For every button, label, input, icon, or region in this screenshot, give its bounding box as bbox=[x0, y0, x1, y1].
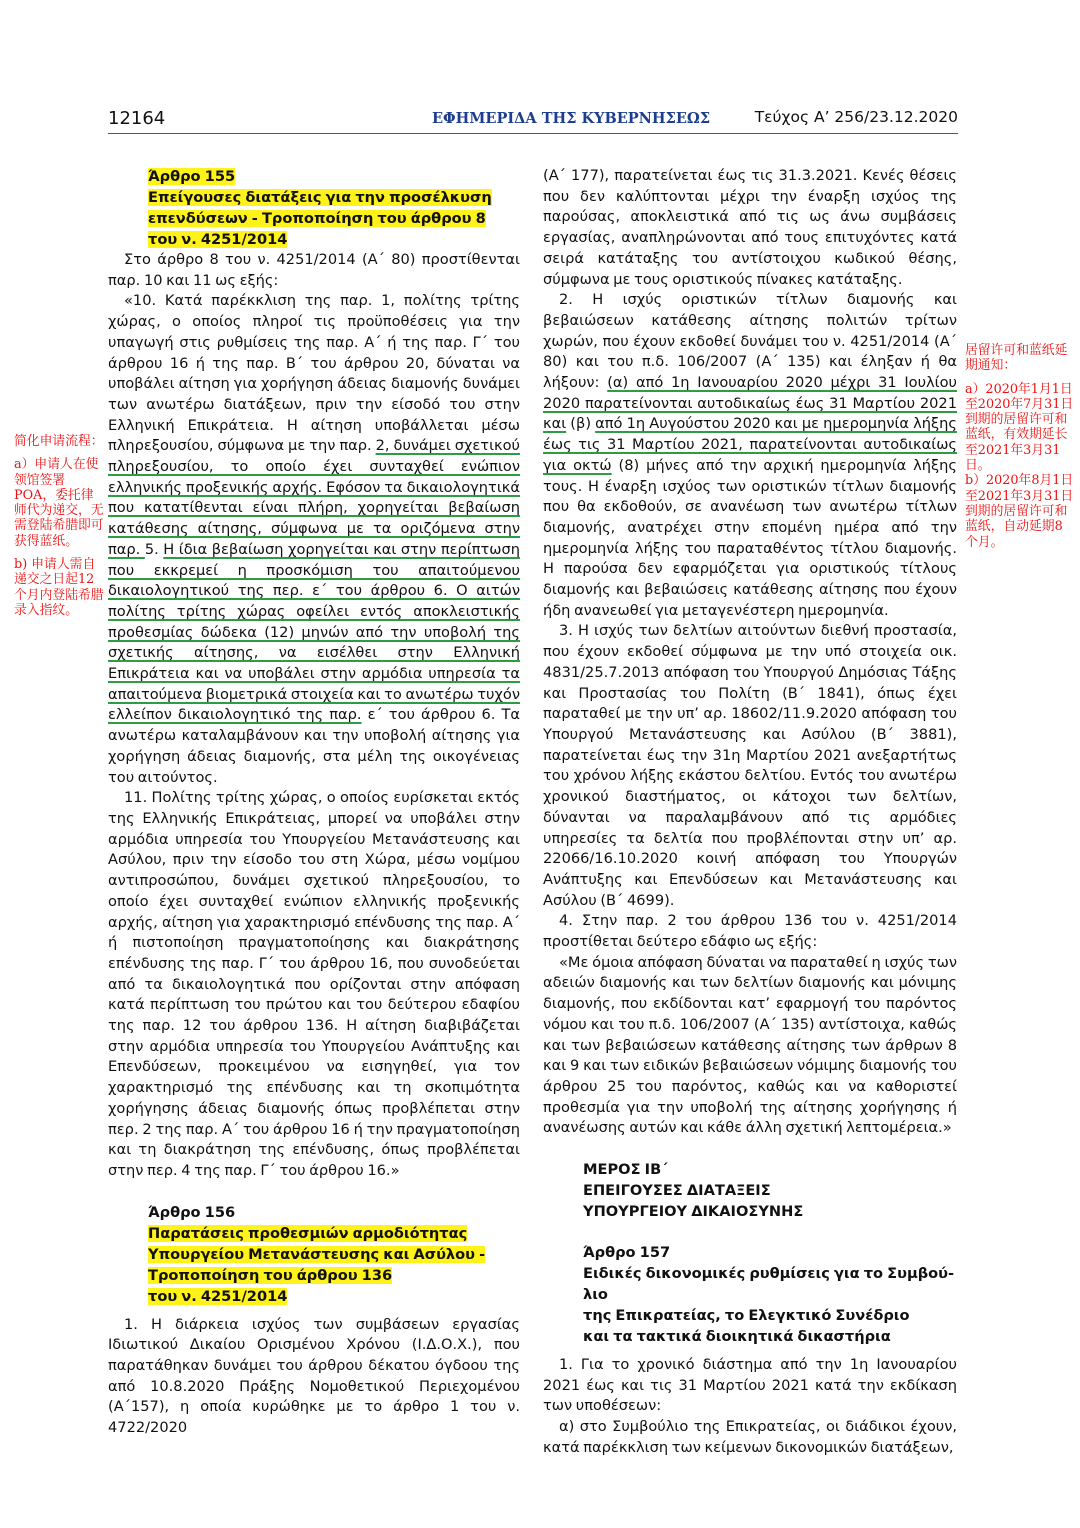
article-155-number: Άρθρο 155 bbox=[148, 168, 236, 185]
left-column bbox=[108, 166, 520, 1439]
left-annotation bbox=[14, 434, 106, 618]
article-155-intro: Στο άρθρο 8 του ν. 4251/2014 (Α΄ 80) προστίθενται παρ. 10 και 11 ως εξής: bbox=[108, 251, 520, 289]
paragraph-2-text: 2. Η ισχύς οριστικών τίτλων διαμονής και βεβαιώσεων κατάθεσης αίτησης πολιτών τρίτων χωρών, που έχουν εκδοθεί δυνάμει του ν. 4251/2014 (Α΄ 80) και του π.δ. 106/2007 (Α΄ 135) και έληξαν ή θα λήξουν: bbox=[543, 291, 957, 392]
article-157-item-a: α) στο Συμβούλιο της Επικρατείας, οι διάδικοι έχουν, κατά παρέκκλιση των κείμενων δικονομικών διατάξεων, bbox=[543, 1418, 957, 1456]
issue-number: Τεύχος A’ 256/23.12.2020 bbox=[754, 108, 958, 126]
paragraph-2-underlined: από 1η Αυγούστου 2020 και με ημερομηνία λήξης έως τις 31 Μαρτίου 2021, παρατείνονται αυτοδικαίως για οκτώ bbox=[543, 415, 958, 474]
paragraph-1-continued: (Α΄ 177), παρατείνεται έως τις 31.3.2021. Κενές θέσεις που δεν καλύπτονται μέχρι την έναρξη ισχύος της παρούσας, αποκλειστικά από τις ως άνω συμβάσεις εργασίας, αναπληρώνονται από τους επιτυχόντες κατά σειρά κατάταξης του αντίστοιχου κωδικού θέσης, σύμφωνα με τους οριστικούς πίνακες κατάταξης. bbox=[543, 167, 957, 288]
article-157-heading-line: Ειδικές δικονομικές ρυθμίσεις για το Συμβού- bbox=[583, 1265, 955, 1283]
quoted-amendment: «Με όμοια απόφαση δύναται να παραταθεί η ισχύς των αδειών διαμονής και των δελτίων διαμονής και μόνιμης διαμονής, που εκδίδονται κατ’ εφαρμογή του παρόντος νόμου και του π.δ. 106/2007 (Α΄ 135) αντίστοιχα, καθώς και των βεβαιώσεων κατάθεσης αίτησης των άρθρων 8 και 9 και των ειδικών βεβαιώσεων νόμιμης διαμονής του άρθρου 25 του παρόντος, καθώς και να καθοριστεί προθεσμία για την υποβολή της αίτησης χορήγησης ή ανανέωσης αυτών και κάθε άλλη σχετική λεπτομέρεια.» bbox=[543, 953, 957, 1137]
article-156-heading-line: Παρατάσεις προθεσμιών αρμοδιότητας bbox=[148, 1224, 468, 1242]
annotation-item: a）2020年1月1日至2020年7月31日到期的居留许可和蓝纸，有效期延长至2021年3月31日。 bbox=[965, 381, 1074, 474]
article-157-number: Άρθρο 157 bbox=[583, 1244, 671, 1262]
annotation-heading: 简化申请流程： bbox=[14, 434, 104, 449]
article-156-heading-line: Υπουργείου Μετανάστευσης και Ασύλου - bbox=[148, 1245, 486, 1263]
article-157-paragraph-1: 1. Για το χρονικό διάστημα από την 1η Ιανουαρίου 2021 έως και τις 31 Μαρτίου 2021 κατά την εκδίκαση των υποθέσεων: bbox=[543, 1356, 957, 1415]
article-156-heading-line: Τροποποίηση του άρθρου 136 bbox=[148, 1266, 393, 1284]
article-155-heading-line: Επείγουσες διατάξεις για την προσέλκυση bbox=[148, 189, 492, 206]
annotation-item: b）2020年8月1日至2021年3月31日到期的居留许可和蓝纸，自动延期8个月。 bbox=[965, 473, 1074, 550]
gazette-title: ΕΦΗΜΕΡΙΔΑ ΤΗΣ ΚΥΒΕΡΝΗΣΕΩΣ bbox=[432, 110, 711, 127]
annotation-heading: 居留许可和蓝纸延期通知： bbox=[965, 343, 1068, 374]
right-annotation bbox=[965, 343, 1075, 550]
article-156-paragraph-4: 4. Στην παρ. 2 του άρθρου 136 του ν. 4251/2014 προστίθεται δεύτερο εδάφιο ως εξής: bbox=[543, 912, 957, 951]
part-heading bbox=[583, 1159, 957, 1222]
page-number: 12164 bbox=[108, 108, 166, 129]
right-column bbox=[543, 166, 957, 1459]
article-157-heading-line: λιο bbox=[583, 1286, 608, 1304]
article-157-heading-line: και τα τακτικά διοικητικά δικαστήρια bbox=[583, 1328, 891, 1346]
paragraph-10-underlined: Η ίδια βεβαίωση χορηγείται και στην περίπτωση που εκκρεμεί η προσκόμιση του απαιτούμενου δικαιολογητικού της περ. ε΄ του άρθρου 6. Ο αιτών πολίτης τρίτης χώρας οφείλει εντός αποκλειστικής προθεσμίας δώδεκα (12) μηνών από την υποβολή της σχετικής αίτησης, να εισέλθει στην Ελληνική Επικράτεια και να υποβάλει στην αρμόδια υπηρεσία τα απαιτούμενα βιομετρικά στοιχεία και το ανωτέρω τυχόν ελλείπον δικαιολογητικό της παρ. bbox=[108, 540, 521, 724]
article-155-heading-line: επενδύσεων - Τροποποίηση του άρθρου 8 bbox=[148, 210, 486, 227]
paragraph-2-text: (β) bbox=[566, 415, 596, 433]
article-156-heading-line: του ν. 4251/2014 bbox=[148, 1287, 288, 1305]
paragraph-2-text: (8) μήνες από την αρχική ημερομηνία λήξης τους. Η έναρξη ισχύος των οριστικών τίτλων διαμονής που θα εκδοθούν, σε ανανέωση των ανωτέρω τίτλων διαμονής, ανατρέχει στην επομένη ημέρα από την ημερομηνία λήξης του παραταθέντος τίτλου διαμονής. Η παρούσα δεν εφαρμόζεται για οριστικούς τίτλους διαμονής και βεβαιώσεις κατάθεσης αίτησης που έχουν ήδη ανανεωθεί για μεταγενέστερη ημερομηνία. bbox=[543, 456, 957, 619]
annotation-item: b) 申请人需自递交之日起12个月内登陆希腊录入指纹。 bbox=[14, 557, 104, 618]
part-number: ΜΕΡΟΣ ΙΒ΄ bbox=[583, 1161, 668, 1179]
paragraph-10-text: «10. Κατά παρέκκλιση της παρ. 1, πολίτης τρίτης χώρας, ο οποίος πληροί τις προϋποθέσεις για την υπαγωγή στις ρυθμίσεις της παρ. Α΄ ή της παρ. Γ΄ του άρθρου 16 ή της παρ. Β΄ του άρθρου 20, δύναται να υποβάλει αίτηση για χορήγηση άδειας διαμονής δυνάμει των ανωτέρω διατάξεων, πριν την είσοδό του στην Ελληνική Επικράτεια. Η αίτηση υποβάλλεται μέσω πληρεξουσίου, σύμφωνα με την παρ. bbox=[108, 292, 520, 455]
annotation-item: a）申请人在使领馆签署POA，委托律师代为递交，无需登陆希腊即可获得蓝纸。 bbox=[14, 457, 104, 549]
article-156-paragraph-1: 1. Η διάρκεια ισχύος των συμβάσεων εργασίας Ιδιωτικού Δικαίου Ορισμένου Χρόνου (Ι.Δ.Ο.Χ.), που παρατάθηκαν δυνάμει του άρθρου δέκατου όγδοου της από 10.8.2020 Πράξης Νομοθετικού Περιεχομένου (Α΄157), η οποία κυρώθηκε με το άρθρο 1 του ν. 4722/2020 bbox=[108, 1315, 520, 1437]
article-155-heading-line: του ν. 4251/2014 bbox=[148, 231, 288, 248]
article-155-title bbox=[148, 166, 520, 250]
article-156-paragraph-2 bbox=[543, 290, 957, 621]
article-156-paragraph-3: 3. Η ισχύς των δελτίων αιτούντων διεθνή προστασία, που έχουν εκδοθεί σύμφωνα με την υπό στοιχεία οικ. 4831/25.7.2013 απόφαση του Υπουργού Δημόσιας Τάξης και Προστασίας του Πολίτη (Β΄ 1841), όπως έχει παραταθεί με την υπ’ αρ. 18602/11.9.2020 απόφαση του Υπουργού Μετανάστευσης και Ασύλου (Β΄ 3881), παρατείνεται έως την 31η Μαρτίου 2021 ανεξαρτήτως του χρόνου λήξης εκάστου δελτίου. Εντός του ανωτέρω χρονικού διαστήματος, οι κάτοχοι των δελτίων, δύνανται να παραλαμβάνουν από τις αρμόδιες υπηρεσίες τα δελτία που προβλέπονται στην υπ’ αρ. 22066/16.10.2020 κοινή απόφαση του Υπουργών Ανάπτυξης και Επενδύσεων και Μετανάστευσης και Ασύλου (Β΄ 4699). bbox=[543, 622, 957, 909]
article-156-number: Άρθρο 156 bbox=[148, 1203, 236, 1221]
part-title-line: ΕΠΕΙΓΟΥΣΕΣ ΔΙΑΤΑΞΕΙΣ bbox=[583, 1182, 771, 1200]
article-156-title bbox=[148, 1202, 520, 1307]
paragraph-11: 11. Πολίτης τρίτης χώρας, ο οποίος ευρίσκεται εκτός της Ελληνικής Επικράτειας, μπορεί να υποβάλει στην αρμόδια υπηρεσία του Υπουργείου Μετανάστευσης και Ασύλου, πριν την είσοδο του στη Χώρα, μέσω νομίμου αντιπροσώπου, δυνάμει σχετικού πληρεξουσίου, το οποίο έχει συνταχθεί ενώπιον ελληνικής προξενικής αρχής, αίτηση για χαρακτηρισμό επένδυσης της παρ. Α΄ ή πιστοποίηση πραγματοποίησης και διακράτησης επένδυσης της παρ. Γ΄ του άρθρου 16, που συνοδεύεται από τα δικαιολογητικά που ορίζονται στην απόφαση κατά περίπτωση του πρώτου και του δεύτερου εδαφίου της παρ. 12 του άρθρου 136. Η αίτηση διαβιβάζεται στην αρμόδια υπηρεσία του Υπουργείου Ανάπτυξης και Επενδύσεων, προκειμένου να εισηγηθεί, για τον χαρακτηρισμό της επένδυσης και τη σκοπιμότητα χορήγησης άδειας διαμονής όπως προβλέπεται στην περ. 2 της παρ. Α΄ του άρθρου 16 ή την πραγματοποίηση και τη διακράτηση της επένδυσης, όπως προβλέπεται στην περ. 4 της παρ. Γ΄ του άρθρου 16.» bbox=[108, 789, 520, 1179]
header-rule bbox=[108, 133, 958, 134]
paragraph-10-text: ε΄ του άρθρου 6. Τα ανωτέρω καταλαμβάνουν και την υποβολή αίτησης για χορήγηση άδειας διαμονής, στα μέλη της οικογένειας του αιτούντος. bbox=[108, 706, 520, 786]
paragraph-2-underlined: (α) από 1η Ιανουαρίου 2020 μέχρι 31 Ιουλίου 2020 παρατείνονται αυτοδικαίως έως 31 Μαρτίου 2021 και bbox=[543, 374, 957, 433]
article-157-heading-line: της Επικρατείας, το Ελεγκτικό Συνέδριο bbox=[583, 1307, 910, 1325]
paragraph-10-text: 5. bbox=[144, 540, 164, 558]
part-title-line: ΥΠΟΥΡΓΕΙΟΥ ΔΙΚΑΙΟΣΥΝΗΣ bbox=[583, 1203, 804, 1221]
paragraph-10-underlined: 2, δυνάμει σχετικού πληρεξουσίου, το οποίο έχει συνταχθεί ενώπιον ελληνικής προξενικής αρχής. Εφόσον τα δικαιολογητικά που κατατίθενται είναι πλήρη, χορηγείται βεβαίωση κατάθεσης αίτησης, σύμφωνα με τα οριζόμενα στην παρ. bbox=[108, 437, 520, 558]
article-157-title bbox=[583, 1242, 957, 1347]
paragraph-10 bbox=[108, 291, 520, 788]
